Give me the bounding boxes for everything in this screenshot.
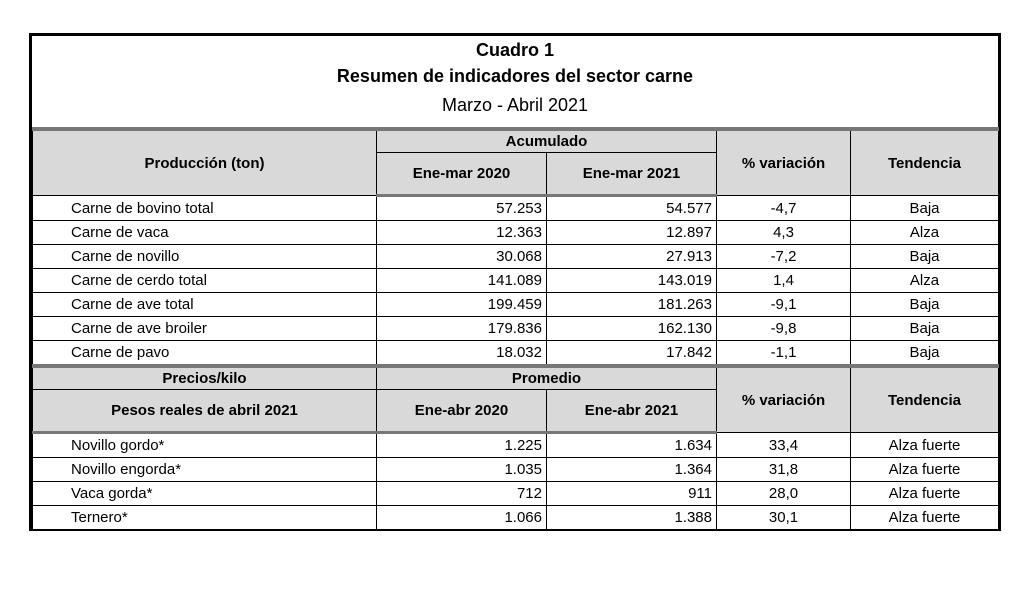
precios-col-2021: Ene-abr 2021: [547, 390, 717, 433]
precios-rows: [33, 433, 999, 530]
row-trend: Baja: [851, 293, 999, 317]
row-value-2021: 12.897: [547, 221, 717, 245]
row-variation: 4,3: [717, 221, 851, 245]
row-trend: Baja: [851, 317, 999, 341]
row-variation: 30,1: [717, 506, 851, 530]
row-variation: 31,8: [717, 458, 851, 482]
row-value-2020: 18.032: [377, 341, 547, 367]
table-row: [33, 482, 999, 506]
table-title: Resumen de indicadores del sector carne: [336, 66, 694, 86]
row-item-label: Novillo engorda*: [33, 458, 377, 482]
table-number: Cuadro 1: [475, 40, 554, 60]
produccion-rows: [33, 196, 999, 367]
precios-header-row-top: [33, 366, 999, 390]
row-variation: 28,0: [717, 482, 851, 506]
precios-col-2020: Ene-abr 2020: [377, 390, 547, 433]
table-period: Marzo - Abril 2021: [441, 95, 589, 115]
row-item-label: Novillo gordo*: [33, 433, 377, 458]
produccion-col-2021: Ene-mar 2021: [547, 153, 717, 196]
row-item-label: Carne de ave broiler: [33, 317, 377, 341]
indicators-table: [32, 127, 999, 529]
row-value-2020: 1.035: [377, 458, 547, 482]
row-value-2020: 57.253: [377, 196, 547, 221]
row-value-2021: 27.913: [547, 245, 717, 269]
produccion-group-label: Acumulado: [377, 129, 717, 153]
table-row: [33, 506, 999, 530]
table-row: [33, 341, 999, 367]
table-row: [33, 269, 999, 293]
row-variation: -4,7: [717, 196, 851, 221]
row-variation: 33,4: [717, 433, 851, 458]
produccion-trend-header: Tendencia: [851, 129, 999, 196]
row-item-label: Carne de vaca: [33, 221, 377, 245]
row-item-label: Carne de pavo: [33, 341, 377, 367]
precios-group-label: Promedio: [377, 366, 717, 390]
row-value-2020: 712: [377, 482, 547, 506]
row-value-2021: 1.364: [547, 458, 717, 482]
table-title-block: [32, 36, 998, 127]
row-trend: Baja: [851, 196, 999, 221]
row-trend: Alza: [851, 221, 999, 245]
produccion-col-2020: Ene-mar 2020: [377, 153, 547, 196]
produccion-header-row-top: [33, 129, 999, 153]
row-value-2020: 1.225: [377, 433, 547, 458]
row-value-2021: 143.019: [547, 269, 717, 293]
row-item-label: Carne de ave total: [33, 293, 377, 317]
row-trend: Alza fuerte: [851, 482, 999, 506]
row-variation: -9,1: [717, 293, 851, 317]
row-value-2020: 12.363: [377, 221, 547, 245]
row-value-2020: 141.089: [377, 269, 547, 293]
row-value-2021: 181.263: [547, 293, 717, 317]
row-value-2021: 1.388: [547, 506, 717, 530]
row-variation: -1,1: [717, 341, 851, 367]
precios-variation-header: % variación: [717, 366, 851, 433]
row-trend: Baja: [851, 341, 999, 367]
row-variation: -9,8: [717, 317, 851, 341]
row-value-2021: 911: [547, 482, 717, 506]
row-trend: Alza: [851, 269, 999, 293]
produccion-variation-header: % variación: [717, 129, 851, 196]
row-value-2021: 162.130: [547, 317, 717, 341]
row-value-2021: 54.577: [547, 196, 717, 221]
table-row: [33, 196, 999, 221]
table-row: [33, 293, 999, 317]
row-item-label: Carne de bovino total: [33, 196, 377, 221]
row-value-2020: 30.068: [377, 245, 547, 269]
precios-trend-header: Tendencia: [851, 366, 999, 433]
row-item-label: Ternero*: [33, 506, 377, 530]
precios-header-top: Precios/kilo: [33, 366, 377, 390]
summary-table-frame: [29, 33, 1001, 531]
row-variation: 1,4: [717, 269, 851, 293]
table-row: [33, 221, 999, 245]
table-row: [33, 245, 999, 269]
table-row: [33, 433, 999, 458]
row-item-label: Carne de novillo: [33, 245, 377, 269]
produccion-header-label: Producción (ton): [33, 129, 377, 196]
row-trend: Alza fuerte: [851, 433, 999, 458]
precios-header-label: Pesos reales de abril 2021: [33, 390, 377, 433]
row-trend: Baja: [851, 245, 999, 269]
row-value-2020: 179.836: [377, 317, 547, 341]
row-value-2021: 17.842: [547, 341, 717, 367]
row-item-label: Vaca gorda*: [33, 482, 377, 506]
table-row: [33, 317, 999, 341]
row-variation: -7,2: [717, 245, 851, 269]
row-trend: Alza fuerte: [851, 506, 999, 530]
table-row: [33, 458, 999, 482]
row-value-2020: 199.459: [377, 293, 547, 317]
row-value-2021: 1.634: [547, 433, 717, 458]
row-value-2020: 1.066: [377, 506, 547, 530]
row-trend: Alza fuerte: [851, 458, 999, 482]
row-item-label: Carne de cerdo total: [33, 269, 377, 293]
